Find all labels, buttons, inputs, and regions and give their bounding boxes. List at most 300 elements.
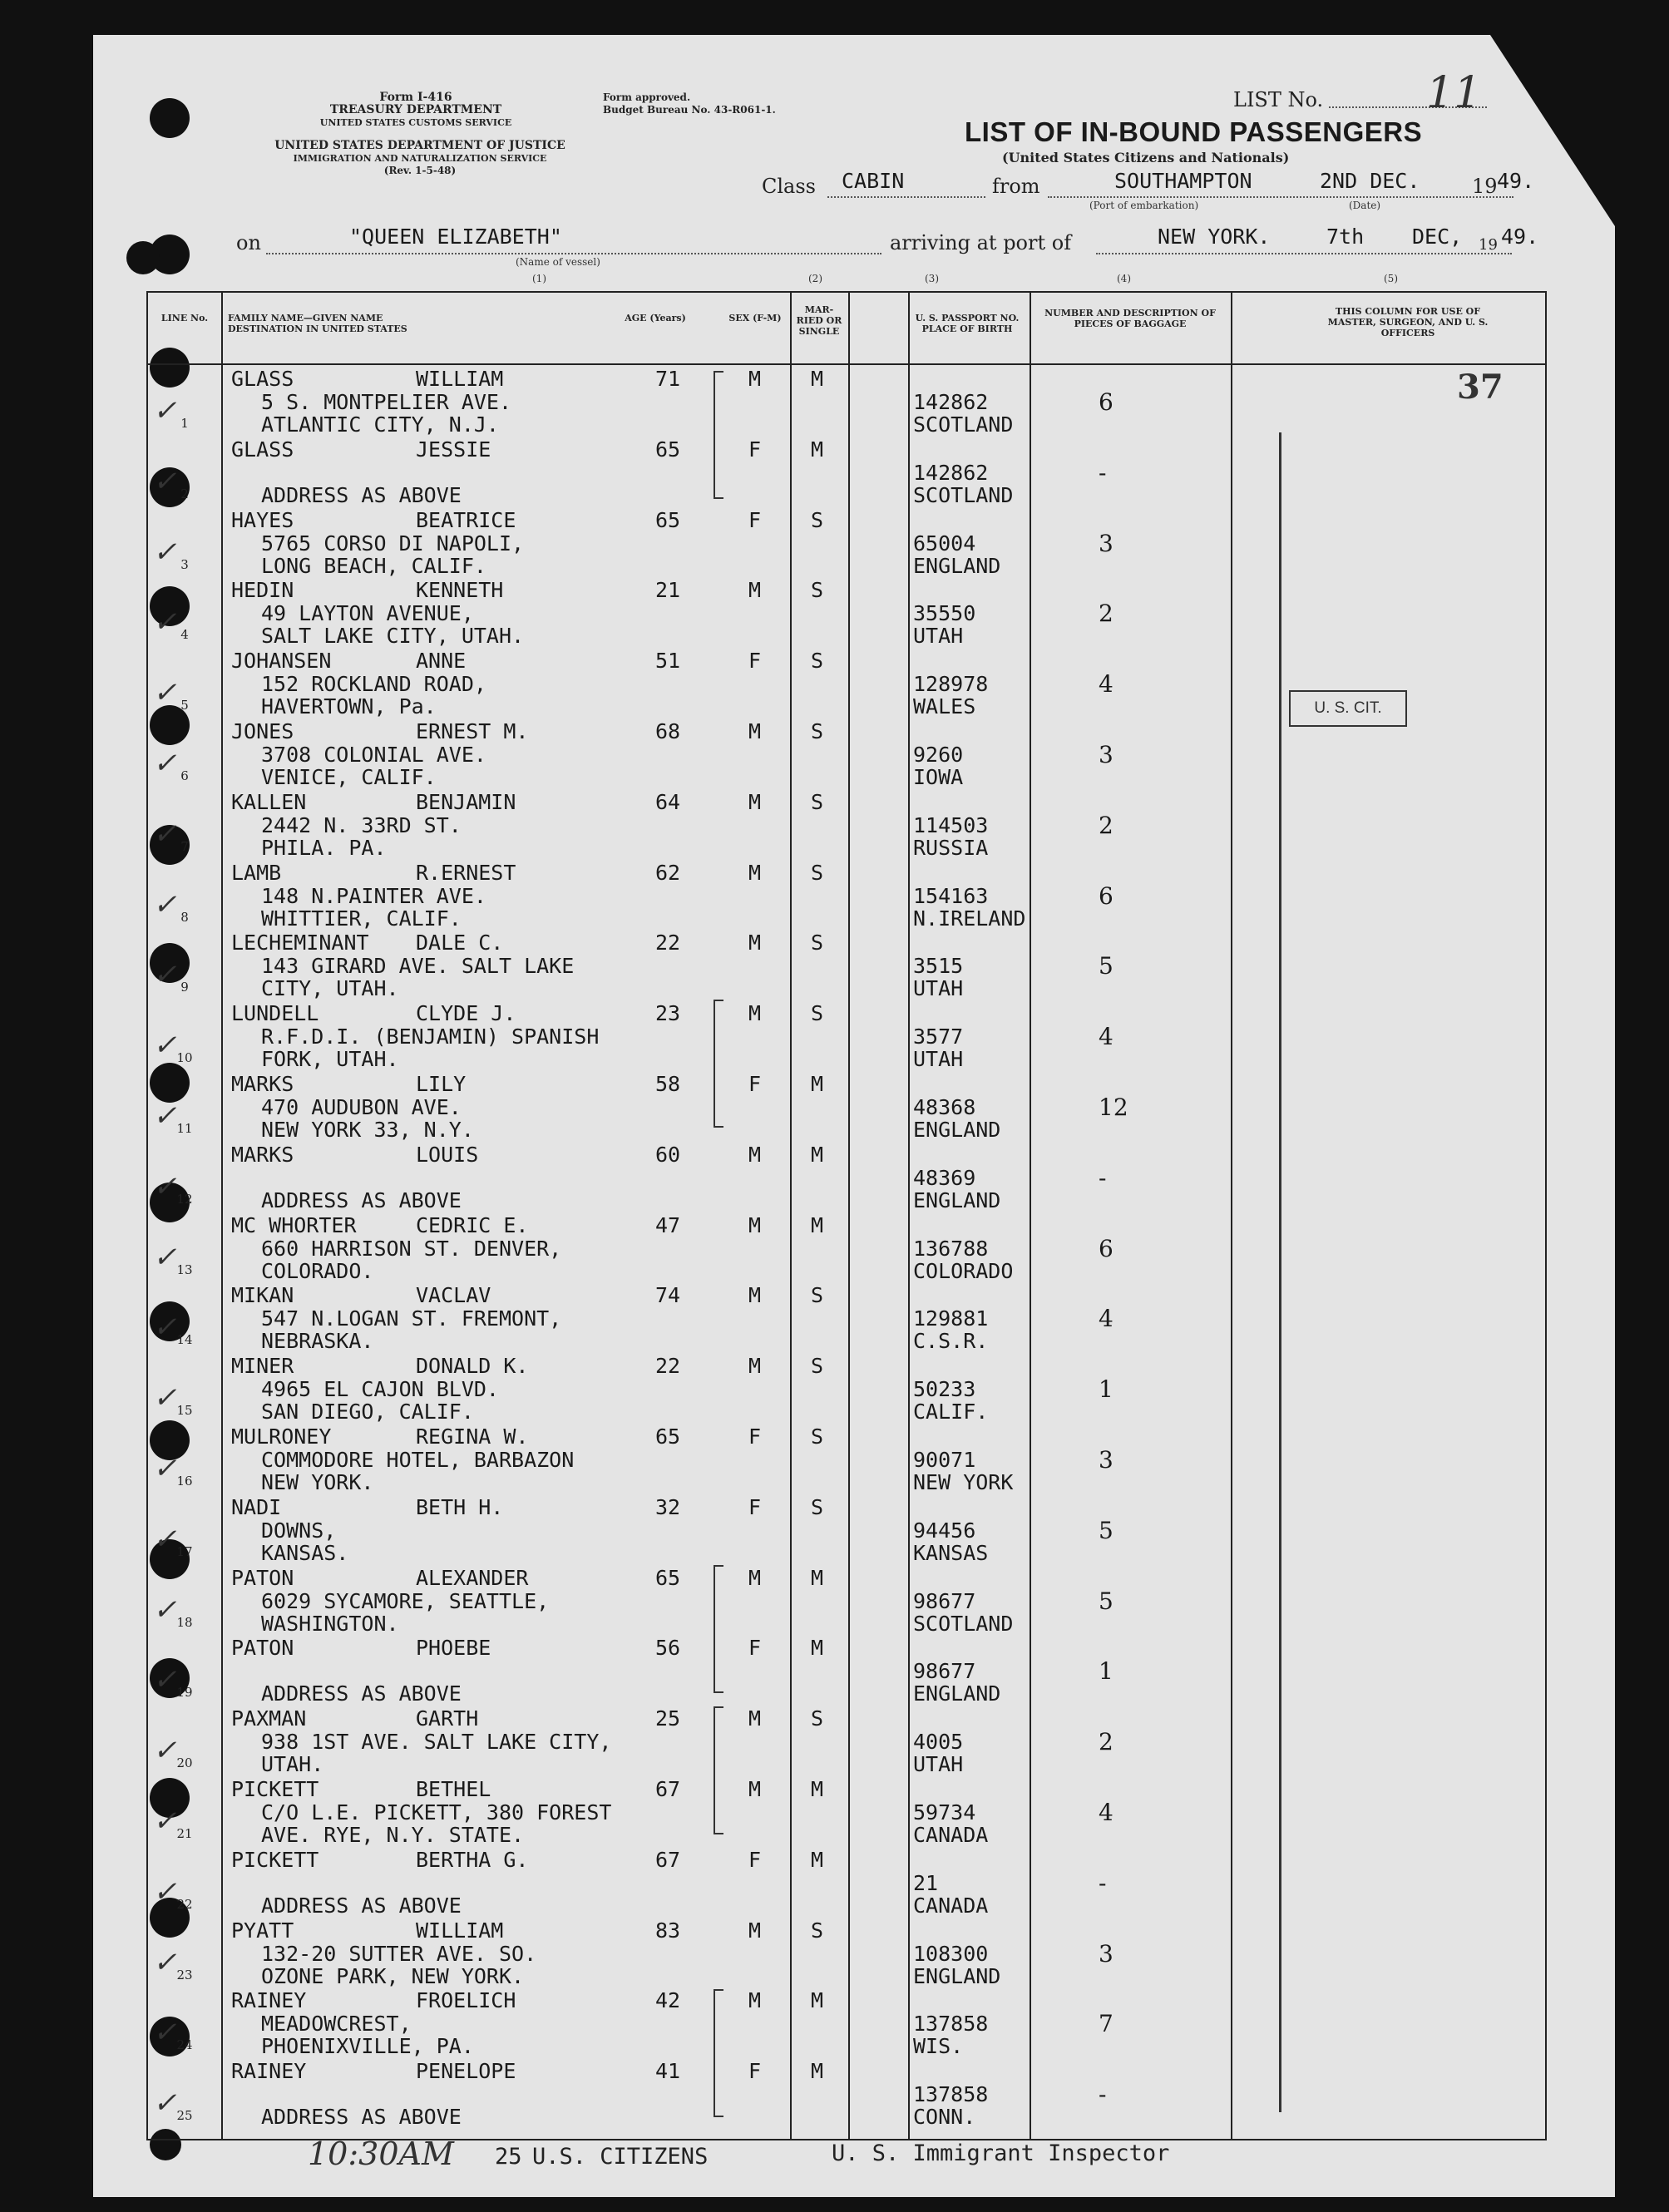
passenger-sex: F — [748, 437, 762, 462]
passenger-age: 83 — [655, 1918, 681, 1943]
baggage-count: 2 — [1099, 600, 1113, 628]
place-of-birth: RUSSIA — [913, 835, 989, 860]
check-mark-icon: ✓ — [153, 605, 177, 639]
passenger-given-name: BETH H. — [416, 1494, 504, 1519]
from-port: SOUTHAMPTON — [1114, 169, 1252, 193]
check-mark-icon: ✓ — [153, 817, 177, 851]
address-line-1: 4965 EL CAJON BLVD. — [261, 1377, 499, 1402]
row-number: 9 — [180, 980, 189, 995]
passport-number: 94456 — [913, 1518, 976, 1543]
row-number: 4 — [180, 627, 189, 643]
passenger-sex: M — [748, 1988, 762, 2013]
passenger-given-name: BETHEL — [416, 1777, 491, 1801]
address-line-2: PHILA. PA. — [261, 835, 387, 860]
address-line-1: DOWNS, — [261, 1518, 337, 1543]
marital-status: M — [811, 1988, 824, 2013]
from-date: 2ND DEC. — [1320, 169, 1420, 193]
check-mark-icon: ✓ — [153, 1169, 177, 1203]
justice-dept: UNITED STATES DEPARTMENT OF JUSTICE — [274, 139, 565, 152]
passenger-age: 25 — [655, 1706, 681, 1731]
passenger-given-name: GARTH — [416, 1706, 479, 1731]
marital-status: S — [811, 578, 824, 603]
footer-inspector: U. S. Immigrant Inspector — [832, 2140, 1170, 2166]
header-officers: THIS COLUMN FOR USE OF MASTER, SURGEON, AND U. S. OFFICERS — [1327, 306, 1489, 338]
check-mark-icon: ✓ — [153, 1805, 177, 1838]
address-line-2: LONG BEACH, CALIF. — [261, 553, 486, 578]
place-of-birth: C.S.R. — [913, 1329, 989, 1354]
passenger-sex: M — [748, 931, 762, 955]
address-line-1: 143 GIRARD AVE. SALT LAKE — [261, 954, 575, 979]
baggage-count: 5 — [1099, 1587, 1113, 1615]
marital-status: S — [811, 1918, 824, 1943]
passenger-surname: MARKS — [231, 1072, 294, 1096]
address-line-1: C/O L.E. PICKETT, 380 FOREST — [261, 1800, 612, 1824]
row-number: 24 — [176, 2037, 193, 2053]
place-of-birth: UTAH — [913, 624, 964, 649]
year-prefix: 19 — [1472, 175, 1498, 198]
on-label: on — [236, 231, 261, 254]
passenger-surname: JONES — [231, 719, 294, 743]
address-line-2: NEBRASKA. — [261, 1329, 374, 1354]
family-bracket — [714, 1706, 723, 1834]
passport-number: 137858 — [913, 2012, 989, 2037]
passenger-sex: M — [748, 719, 762, 743]
passenger-age: 22 — [655, 931, 681, 955]
address-line-1: COMMODORE HOTEL, BARBAZON — [261, 1448, 575, 1472]
arriving-label: arriving at port of — [890, 231, 1072, 254]
place-of-birth: UTAH — [913, 1752, 964, 1777]
address-line-2: WHITTIER, CALIF. — [261, 906, 462, 931]
us-citizen-stamp: U. S. CIT. — [1289, 690, 1407, 727]
table-row — [148, 789, 1545, 860]
marital-status: S — [811, 649, 824, 674]
passenger-surname: LECHEMINANT — [231, 931, 369, 955]
address-line-1: 3708 COLONIAL AVE. — [261, 743, 486, 767]
address-line-1: 148 N.PAINTER AVE. — [261, 883, 486, 908]
passenger-given-name: DALE C. — [416, 931, 504, 955]
table-row — [148, 718, 1545, 789]
table-row — [148, 437, 1545, 507]
row-number: 18 — [176, 1614, 193, 1630]
check-mark-icon: ✓ — [153, 394, 177, 427]
row-number: 1 — [180, 416, 189, 431]
row-number: 7 — [180, 838, 189, 854]
place-of-birth: ENGLAND — [913, 1187, 1001, 1212]
passport-number: 59734 — [913, 1800, 976, 1824]
passenger-sex: M — [748, 1142, 762, 1167]
passenger-surname: HAYES — [231, 507, 294, 532]
baggage-count: 6 — [1099, 388, 1113, 416]
address-line-1: 2442 N. 33RD ST. — [261, 812, 462, 837]
passenger-surname: PAXMAN — [231, 1706, 307, 1731]
passenger-given-name: ALEXANDER — [416, 1565, 529, 1590]
marital-status: M — [811, 1636, 824, 1661]
table-row — [148, 1282, 1545, 1353]
place-of-birth: IOWA — [913, 765, 964, 789]
address-line-2: ADDRESS AS ABOVE — [261, 1681, 462, 1706]
family-bracket — [714, 371, 723, 499]
row-number: 23 — [176, 1967, 193, 1982]
address-line-1: 6029 SYCAMORE, SEATTLE, — [261, 1588, 550, 1613]
row-number: 19 — [176, 1685, 193, 1701]
passenger-sex: F — [748, 2059, 762, 2084]
date-caption: (Date) — [1349, 200, 1381, 211]
passenger-sex: M — [748, 1565, 762, 1590]
passenger-given-name: CEDRIC E. — [416, 1212, 529, 1237]
passenger-surname: NADI — [231, 1494, 282, 1519]
passenger-given-name: BEATRICE — [416, 507, 516, 532]
address-line-2: PHOENIXVILLE, PA. — [261, 2034, 474, 2059]
passenger-age: 67 — [655, 1847, 681, 1872]
table-row — [148, 577, 1545, 648]
passport-number: 21 — [913, 1870, 939, 1895]
address-line-2: CITY, UTAH. — [261, 976, 399, 1001]
passenger-surname: MULRONEY — [231, 1424, 332, 1449]
check-mark-icon: ✓ — [153, 464, 177, 498]
vessel-line — [266, 253, 881, 254]
marital-status: S — [811, 931, 824, 955]
marital-status: S — [811, 507, 824, 532]
passenger-sex: M — [748, 1212, 762, 1237]
passenger-sex: F — [748, 1424, 762, 1449]
passport-number: 3515 — [913, 954, 964, 979]
passport-number: 108300 — [913, 1941, 989, 1966]
address-line-2: COLORADO. — [261, 1258, 374, 1283]
officer-vertical-line — [1279, 432, 1281, 2112]
passenger-given-name: BERTHA G. — [416, 1847, 529, 1872]
passenger-surname: PICKETT — [231, 1777, 319, 1801]
passport-number: 142862 — [913, 460, 989, 485]
passport-number: 65004 — [913, 531, 976, 555]
address-line-2: UTAH. — [261, 1752, 324, 1777]
baggage-count: 1 — [1099, 1657, 1113, 1686]
passenger-surname: MIKAN — [231, 1283, 294, 1308]
passenger-sex: F — [748, 1847, 762, 1872]
passenger-sex: F — [748, 1636, 762, 1661]
passenger-age: 32 — [655, 1494, 681, 1519]
passenger-given-name: LILY — [416, 1072, 467, 1096]
row-number: 11 — [176, 1121, 193, 1136]
col-4-num: (4) — [1117, 273, 1131, 284]
passport-number: 114503 — [913, 812, 989, 837]
passport-number: 98677 — [913, 1659, 976, 1684]
passenger-surname: PYATT — [231, 1918, 294, 1943]
passenger-given-name: R.ERNEST — [416, 860, 516, 885]
baggage-count: 5 — [1099, 1516, 1113, 1544]
passenger-given-name: WILLIAM — [416, 367, 504, 391]
address-line-2: AVE. RYE, N.Y. STATE. — [261, 1823, 525, 1847]
form-header-justice — [233, 140, 607, 177]
passenger-surname: MINER — [231, 1354, 294, 1379]
marital-status: S — [811, 1354, 824, 1379]
baggage-count: 4 — [1099, 1023, 1113, 1051]
passenger-age: 47 — [655, 1212, 681, 1237]
passport-number: 128978 — [913, 672, 989, 697]
revision: (Rev. 1-5-48) — [383, 165, 457, 176]
arrive-port: NEW YORK. — [1158, 225, 1271, 249]
place-of-birth: ENGLAND — [913, 1681, 1001, 1706]
table-row — [148, 1212, 1545, 1283]
place-of-birth: ENGLAND — [913, 1118, 1001, 1142]
passenger-sex: F — [748, 507, 762, 532]
place-of-birth: WALES — [913, 694, 976, 719]
row-number: 22 — [176, 1896, 193, 1912]
table-row — [148, 1987, 1545, 2058]
check-mark-icon: ✓ — [153, 1734, 177, 1768]
class-label: Class — [762, 175, 816, 198]
check-mark-icon: ✓ — [153, 1452, 177, 1485]
check-mark-icon: ✓ — [153, 1099, 177, 1133]
address-line-1: MEADOWCREST, — [261, 2012, 412, 2037]
arrive-date: 7th — [1326, 225, 1365, 249]
from-line — [1048, 196, 1513, 198]
place-of-birth: CALIF. — [913, 1400, 989, 1424]
table-row — [148, 930, 1545, 1000]
table-row — [148, 1565, 1545, 1636]
check-mark-icon: ✓ — [153, 676, 177, 710]
baggage-count: 3 — [1099, 529, 1113, 557]
from-year: 49. — [1497, 169, 1535, 193]
passenger-sex: M — [748, 1777, 762, 1801]
arrive-line — [1096, 253, 1512, 254]
place-of-birth: UTAH — [913, 1047, 964, 1072]
address-line-1: 660 HARRISON ST. DENVER, — [261, 1236, 562, 1261]
check-mark-icon: ✓ — [153, 958, 177, 992]
marital-status: M — [811, 1565, 824, 1590]
table-row — [148, 1000, 1545, 1071]
baggage-count: 12 — [1099, 1094, 1128, 1121]
form-number: Form I-416 — [379, 91, 452, 104]
marital-status: M — [811, 1072, 824, 1096]
baggage-count: 6 — [1099, 881, 1113, 910]
place-of-birth: SCOTLAND — [913, 412, 1014, 437]
marital-status: S — [811, 860, 824, 885]
place-of-birth: UTAH — [913, 976, 964, 1001]
marital-status: S — [811, 1494, 824, 1519]
punch-hole — [126, 241, 160, 274]
marital-status: M — [811, 1212, 824, 1237]
row-number: 10 — [176, 1050, 193, 1066]
row-number: 6 — [180, 768, 189, 783]
row-number: 16 — [176, 1474, 193, 1489]
baggage-count: 6 — [1099, 1234, 1113, 1262]
header-married: MAR-RIED OR SINGLE — [796, 304, 842, 337]
vessel-name: "QUEEN ELIZABETH" — [349, 225, 562, 249]
marital-status: S — [811, 1283, 824, 1308]
baggage-count: 4 — [1099, 1305, 1113, 1333]
passenger-sex: M — [748, 1706, 762, 1731]
baggage-count: - — [1099, 2081, 1107, 2109]
passenger-surname: MC WHORTER — [231, 1212, 357, 1237]
passenger-age: 74 — [655, 1283, 681, 1308]
passenger-sex: M — [748, 1283, 762, 1308]
header-baggage: NUMBER AND DESCRIPTION OF PIECES OF BAGGAGE — [1044, 308, 1216, 329]
passenger-age: 56 — [655, 1636, 681, 1661]
address-line-2: NEW YORK 33, N.Y. — [261, 1118, 474, 1142]
passenger-surname: JOHANSEN — [231, 649, 332, 674]
passenger-table — [146, 291, 1547, 2140]
table-row — [148, 1142, 1545, 1212]
passenger-given-name: ANNE — [416, 649, 467, 674]
table-row — [148, 1424, 1545, 1494]
form-approval — [603, 91, 836, 116]
baggage-count: 1 — [1099, 1375, 1113, 1404]
table-row — [148, 860, 1545, 931]
address-line-2: SAN DIEGO, CALIF. — [261, 1400, 474, 1424]
marital-status: M — [811, 367, 824, 391]
check-mark-icon: ✓ — [153, 1029, 177, 1063]
marital-status: S — [811, 789, 824, 814]
arrive-month: DEC, — [1412, 225, 1463, 249]
passenger-sex: M — [748, 578, 762, 603]
marital-status: S — [811, 1706, 824, 1731]
row-number: 2 — [180, 486, 189, 501]
officer-number: 37 — [1457, 368, 1504, 407]
table-row — [148, 1847, 1545, 1918]
class-value: CABIN — [842, 169, 905, 193]
passport-number: 48368 — [913, 1095, 976, 1119]
check-mark-icon: ✓ — [153, 535, 177, 569]
passenger-sex: F — [748, 1494, 762, 1519]
row-number: 3 — [180, 556, 189, 572]
passenger-surname: GLASS — [231, 367, 294, 391]
place-of-birth: ENGLAND — [913, 553, 1001, 578]
passenger-age: 62 — [655, 860, 681, 885]
check-mark-icon: ✓ — [153, 1945, 177, 1979]
place-of-birth: KANSAS — [913, 1540, 989, 1565]
row-number: 25 — [176, 2108, 193, 2124]
baggage-count: 3 — [1099, 1939, 1113, 1968]
arrive-year-prefix: 19 — [1479, 236, 1498, 254]
place-of-birth: SCOTLAND — [913, 1611, 1014, 1636]
passenger-given-name: BENJAMIN — [416, 789, 516, 814]
baggage-count: 7 — [1099, 2010, 1113, 2038]
check-mark-icon: ✓ — [153, 2016, 177, 2050]
marital-status: M — [811, 2059, 824, 2084]
address-line-2: FORK, UTAH. — [261, 1047, 399, 1072]
family-bracket — [714, 1000, 723, 1128]
baggage-count: - — [1099, 458, 1107, 486]
baggage-count: - — [1099, 1869, 1107, 1897]
passport-number: 98677 — [913, 1588, 976, 1613]
passenger-surname: PICKETT — [231, 1847, 319, 1872]
passenger-surname: PATON — [231, 1565, 294, 1590]
baggage-count: 3 — [1099, 741, 1113, 768]
header-sex: SEX (F-M) — [728, 313, 782, 323]
address-line-2: HAVERTOWN, Pa. — [261, 694, 437, 719]
vessel-caption: (Name of vessel) — [516, 256, 600, 268]
baggage-count: 4 — [1099, 670, 1113, 699]
passport-number: 142862 — [913, 390, 989, 414]
passenger-sex: F — [748, 1072, 762, 1096]
footer-citizens: U.S. CITIZENS — [532, 2144, 709, 2170]
table-row — [148, 1353, 1545, 1424]
check-mark-icon: ✓ — [153, 1240, 177, 1274]
passenger-age: 64 — [655, 789, 681, 814]
check-mark-icon: ✓ — [153, 1522, 177, 1556]
passenger-sex: M — [748, 1354, 762, 1379]
family-bracket — [714, 1565, 723, 1693]
col-3-num: (3) — [925, 273, 939, 284]
place-of-birth: COLORADO — [913, 1258, 1014, 1283]
baggage-count: 2 — [1099, 1728, 1113, 1756]
punch-hole — [150, 98, 190, 138]
from-label: from — [992, 175, 1040, 198]
passenger-given-name: VACLAV — [416, 1283, 491, 1308]
passport-number: 35550 — [913, 601, 976, 626]
passenger-given-name: ERNEST M. — [416, 719, 529, 743]
passenger-age: 67 — [655, 1777, 681, 1801]
passport-number: 137858 — [913, 2082, 989, 2107]
row-number: 15 — [176, 1403, 193, 1419]
passenger-age: 60 — [655, 1142, 681, 1167]
row-number: 13 — [176, 1262, 193, 1277]
marital-status: S — [811, 719, 824, 743]
table-row — [148, 1494, 1545, 1565]
passenger-surname: KALLEN — [231, 789, 307, 814]
place-of-birth: CONN. — [913, 2105, 976, 2130]
form-header-treasury — [283, 91, 549, 129]
passport-number: 3577 — [913, 1025, 964, 1049]
footer-count: 25 — [495, 2144, 522, 2170]
address-line-2: ADDRESS AS ABOVE — [261, 2105, 462, 2130]
passenger-age: 65 — [655, 507, 681, 532]
marital-status: M — [811, 437, 824, 462]
address-line-2: KANSAS. — [261, 1540, 349, 1565]
treasury-dept: TREASURY DEPARTMENT — [329, 103, 502, 116]
address-line-2: VENICE, CALIF. — [261, 765, 437, 789]
baggage-count: 5 — [1099, 952, 1113, 980]
port-embark-caption: (Port of embarkation) — [1089, 200, 1199, 211]
passenger-given-name: LOUIS — [416, 1142, 479, 1167]
footer-time: 10:30AM — [308, 2135, 454, 2172]
passport-number: 48369 — [913, 1165, 976, 1190]
passport-number: 136788 — [913, 1236, 989, 1261]
passenger-age: 41 — [655, 2059, 681, 2084]
check-mark-icon: ✓ — [153, 1381, 177, 1415]
passport-number: 90071 — [913, 1448, 976, 1472]
row-number: 8 — [180, 909, 189, 925]
header-age: AGE (Years) — [625, 313, 686, 323]
address-line-1: 132-20 SUTTER AVE. SO. — [261, 1941, 537, 1966]
baggage-count: 3 — [1099, 1446, 1113, 1474]
place-of-birth: CANADA — [913, 1893, 989, 1918]
check-mark-icon: ✓ — [153, 1592, 177, 1627]
passenger-given-name: KENNETH — [416, 578, 504, 603]
baggage-count: 2 — [1099, 811, 1113, 839]
address-line-2: ADDRESS AS ABOVE — [261, 482, 462, 507]
address-line-2: NEW YORK. — [261, 1470, 374, 1494]
table-row — [148, 1918, 1545, 1988]
row-number: 12 — [176, 1191, 193, 1207]
passport-number: 9260 — [913, 743, 964, 767]
row-number: 5 — [180, 698, 189, 713]
passenger-given-name: REGINA W. — [416, 1424, 529, 1449]
row-number: 14 — [176, 1332, 193, 1348]
passenger-age: 23 — [655, 1001, 681, 1026]
baggage-count: - — [1099, 1163, 1107, 1192]
marital-status: S — [811, 1001, 824, 1026]
row-number: 20 — [176, 1755, 193, 1771]
passenger-given-name: FROELICH — [416, 1988, 516, 2013]
marital-status: M — [811, 1847, 824, 1872]
address-line-1: R.F.D.I. (BENJAMIN) SPANISH — [261, 1025, 600, 1049]
passenger-surname: RAINEY — [231, 2059, 307, 2084]
check-mark-icon: ✓ — [153, 1311, 177, 1345]
row-number: 17 — [176, 1543, 193, 1559]
table-row — [148, 1635, 1545, 1706]
passenger-age: 65 — [655, 437, 681, 462]
